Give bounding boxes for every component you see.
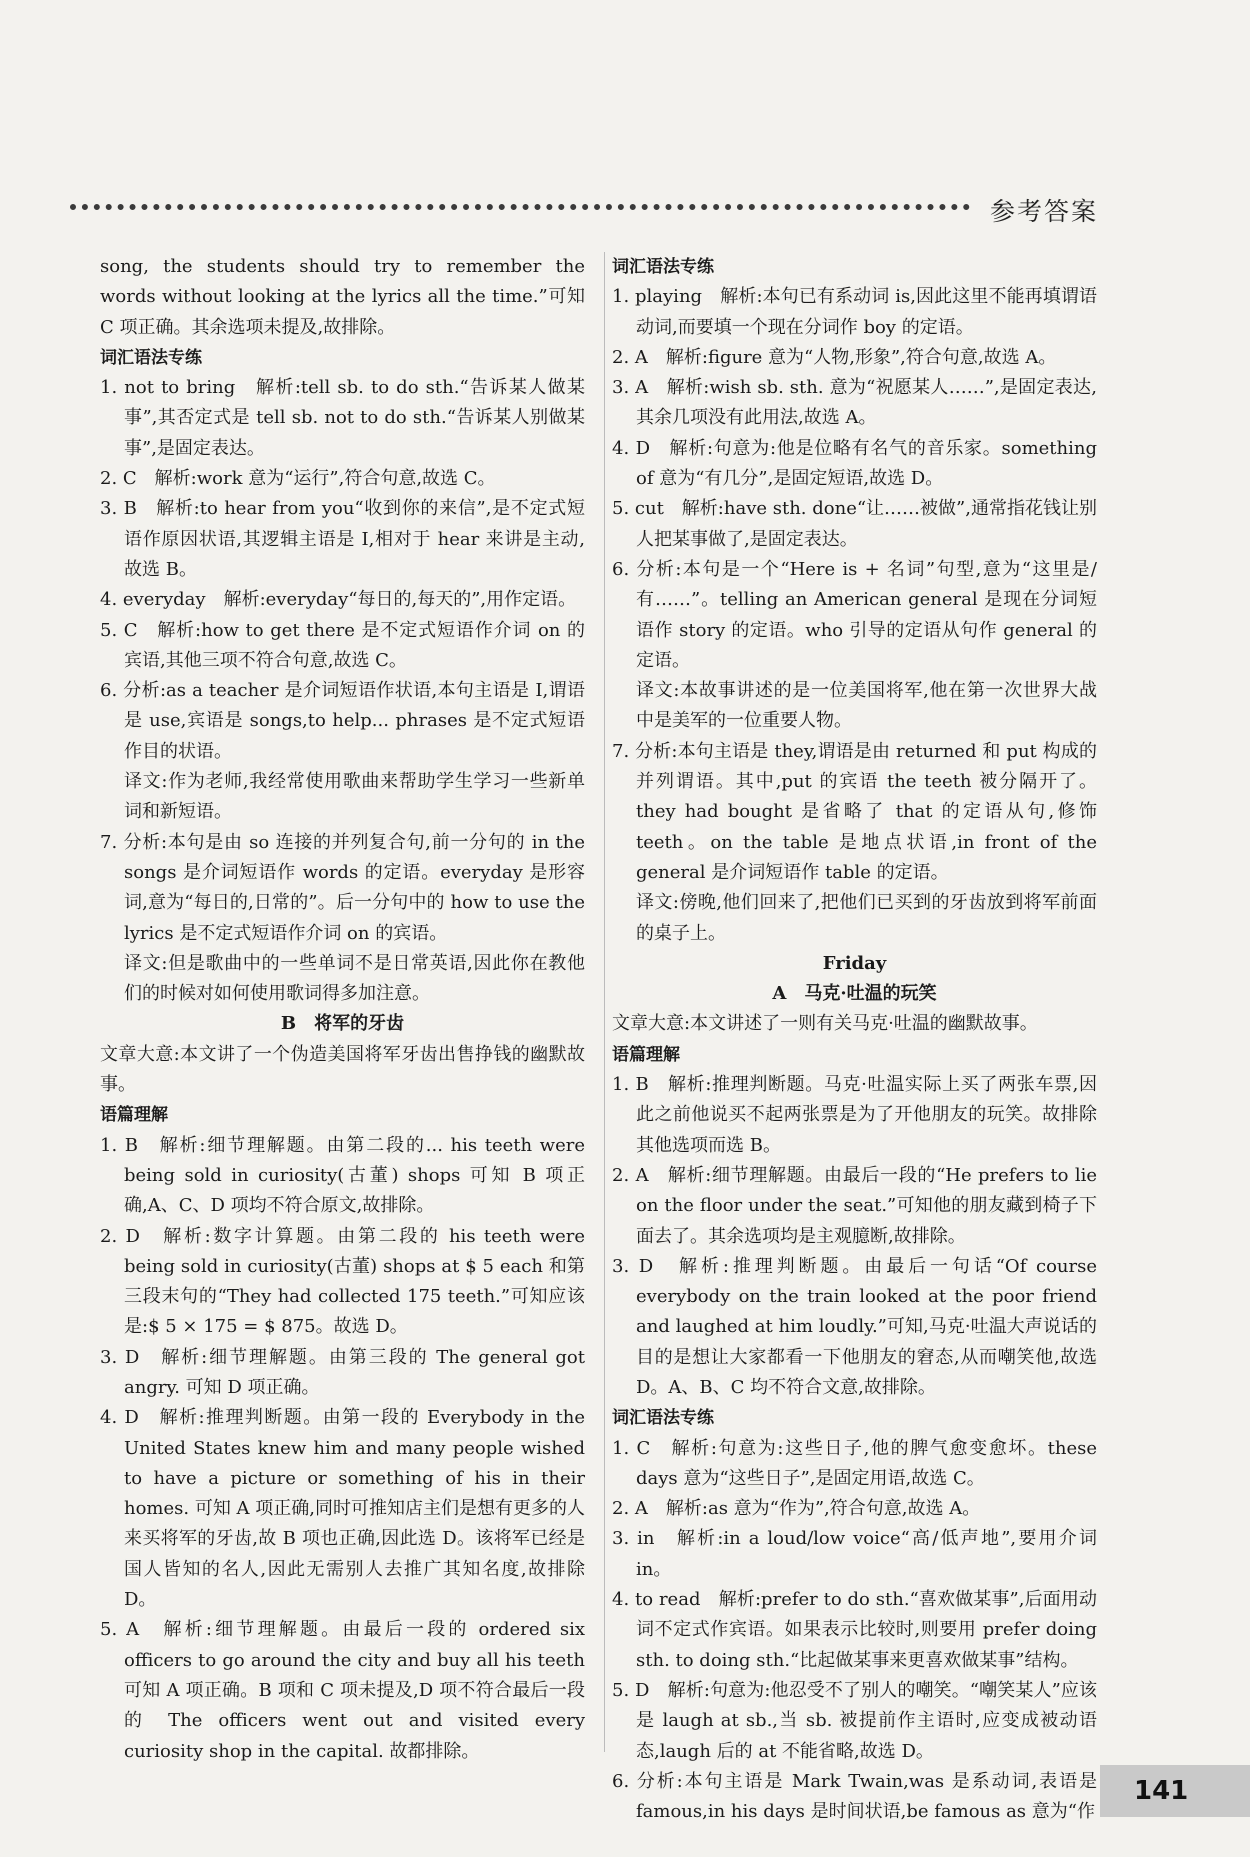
answer-item: 4. D 解析:句意为:他是位略有名气的音乐家。something of 意为“有几分”,是固定短语,故选 D。 [612,437,1097,490]
answer-item: 5. D 解析:句意为:他忍受不了别人的嘲笑。“嘲笑某人”应该是 laugh at sb.,当 sb. 被提前作主语时,应变成被动语态,laugh 后的 at 不能省略,故选 D。 [612,1679,1097,1762]
answer-item: 1. not to bring 解析:tell sb. to do sth.“告诉某人做某事”,其否定式是 tell sb. not to do sth.“告诉某人别做某事”,是固定表达。 [100,377,585,459]
answer-item: 1. C 解析:句意为:这些日子,他的脾气愈变愈坏。these days 意为“这些日子”,是固定用语,故选 C。 [612,1437,1097,1489]
answer-item: 4. to read 解析:prefer to do sth.“喜欢做某事”,后面用动词不定式作宾语。如果表示比较时,则要用 prefer doing sth. to doing sth.“比起做某事来更喜欢做某事”结构。 [612,1589,1097,1671]
paragraph: song, the students should try to remember the words without looking at the lyrics all the time.”可知 C 项正确。其余选项未提及,故排除。 [100,256,585,338]
passage-summary: 文章大意:本文讲述了一则有关马克·吐温的幽默故事。 [612,1013,1038,1035]
column-divider [604,252,605,1752]
header-dotted-rule [70,204,970,210]
page-header-title: 参考答案 [990,197,1099,226]
answer-item: 3. A 解析:wish sb. sth. 意为“祝愿某人……”,是固定表达,其余几项没有此用法,故选 A。 [612,377,1097,429]
answer-item: 3. D 解析:细节理解题。由第三段的 The general got angry. 可知 D 项正确。 [100,1346,585,1398]
left-column [100,252,585,1767]
answer-item: 1. playing 解析:本句已有系动词 is,因此这里不能再填谓语动词,而要填一个现在分词作 boy 的定语。 [612,286,1097,338]
answer-item: 1. B 解析:推理判断题。马克·吐温实际上买了两张车票,因此之前他说买不起两张票是为了开他朋友的玩笑。故排除其他选项而选 B。 [612,1074,1097,1156]
translation: 译文:本故事讲述的是一位美国将军,他在第一次世界大战中是美军的一位重要人物。 [636,680,1097,732]
section-heading: 词汇语法专练 [100,347,202,368]
answer-item: 2. A 解析:as 意为“作为”,符合句意,故选 A。 [612,1498,981,1520]
section-heading: 语篇理解 [100,1105,168,1126]
answer-item: 5. A 解析:细节理解题。由最后一段的 ordered six officers to go around the city and buy all his teeth 可知 A 项正确。B 项和 C 项未提及,D 项不符合最后一段的 The officers went out and visited every curiosity shop in the capital. 故都排除。 [100,1619,585,1762]
answer-item: 6. 分析:本句主语是 Mark Twain,was 是系动词,表语是 famous,in his days 是时间状语,be famous as 意为“作 [612,1770,1097,1823]
answer-item: 4. D 解析:推理判断题。由第一段的 Everybody in the United States knew him and many people wished to have a picture or something of his in their homes. 可知 A 项正确,同时可推知店主们是想有更多的人来买将军的牙齿,故 B 项也正确,因此选 D。该将军已经是国人皆知的名人,因此无需别人去推广其知名度,故排除 D。 [100,1407,585,1611]
right-column [612,252,1097,1827]
day-title: Friday [822,952,887,974]
page-number: 141 [1100,1765,1250,1817]
section-heading: 语篇理解 [612,1044,680,1065]
translation: 译文:傍晚,他们回来了,把他们已买到的牙齿放到将军前面的桌子上。 [636,892,1097,944]
answer-item: 7. 分析:本句主语是 they,谓语是由 returned 和 put 构成的并列谓语。其中,put 的宾语 the teeth 被分隔开了。they had bought 是省略了 that 的定语从句,修饰 teeth。on the table 是地点状语,in front of the general 是介词短语作 table 的定语。 [612,740,1097,883]
answer-item: 3. B 解析:to hear from you“收到你的来信”,是不定式短语作原因状语,其逻辑主语是 I,相对于 hear 来讲是主动,故选 B。 [100,498,585,580]
answer-item: 5. C 解析:how to get there 是不定式短语作介词 on 的宾语,其他三项不符合句意,故选 C。 [100,619,585,671]
answer-item: 3. in 解析:in a loud/low voice“高/低声地”,要用介词 in。 [612,1528,1097,1580]
passage-title: B 将军的牙齿 [280,1013,405,1035]
passage-summary: 文章大意:本文讲了一个伪造美国将军牙齿出售挣钱的幽默故事。 [100,1043,585,1096]
answer-item: 2. A 解析:细节理解题。由最后一段的“He prefers to lie on the floor under the seat.”可知他的朋友藏到椅子下面去了。其余选项均是主观臆断,故排除。 [612,1164,1097,1247]
answer-item: 2. D 解析:数字计算题。由第二段的 his teeth were being sold in curiosity(古董) shops at $ 5 each 和第三段末句的“They had collected 175 teeth.”可知应该是:$ 5 × 175 = $ 875。故选 D。 [100,1225,585,1338]
answer-item: 2. C 解析:work 意为“运行”,符合句意,故选 C。 [100,468,496,490]
translation: 译文:作为老师,我经常使用歌曲来帮助学生学习一些新单词和新短语。 [124,771,585,823]
answer-item: 1. B 解析:细节理解题。由第二段的... his teeth were being sold in curiosity(古董) shops 可知 B 项正确,A、C、D 项均不符合原文,故排除。 [100,1134,585,1217]
answer-item: 6. 分析:as a teacher 是介词短语作状语,本句主语是 I,谓语是 use,宾语是 songs,to help... phrases 是不定式短语作目的状语。 [100,680,585,762]
answer-item: 5. cut 解析:have sth. done“让……被做”,通常指花钱让别人把某事做了,是固定表达。 [612,498,1097,550]
answer-item: 2. A 解析:figure 意为“人物,形象”,符合句意,故选 A。 [612,346,1057,368]
answer-item: 4. everyday 解析:everyday“每日的,每天的”,用作定语。 [100,589,577,611]
answer-item: 7. 分析:本句是由 so 连接的并列复合句,前一分句的 in the songs 是介词短语作 words 的定语。everyday 是形容词,意为“每日的,日常的”。后一分句中的 how to use the lyrics 是不定式短语作介词 on 的宾语。 [100,831,585,944]
translation: 译文:但是歌曲中的一些单词不是日常英语,因此你在教他们的时候对如何使用歌词得多加注意。 [124,952,585,1005]
answer-item: 3. D 解析:推理判断题。由最后一句话“Of course everybody on the train looked at the poor friend and laughed at him loudly.”可知,马克·吐温大声说话的目的是想让大家都看一下他朋友的窘态,从而嘲笑他,故选 D。A、B、C 均不符合文意,故排除。 [612,1255,1097,1398]
section-heading: 词汇语法专练 [612,257,714,277]
passage-title: A 马克·吐温的玩笑 [772,983,937,1005]
section-heading: 词汇语法专练 [612,1408,714,1429]
answer-item: 6. 分析:本句是一个“Here is + 名词”句型,意为“这里是/有……”。telling an American general 是现在分词短语作 story 的定语。who 引导的定语从句作 general 的定语。 [612,558,1097,671]
